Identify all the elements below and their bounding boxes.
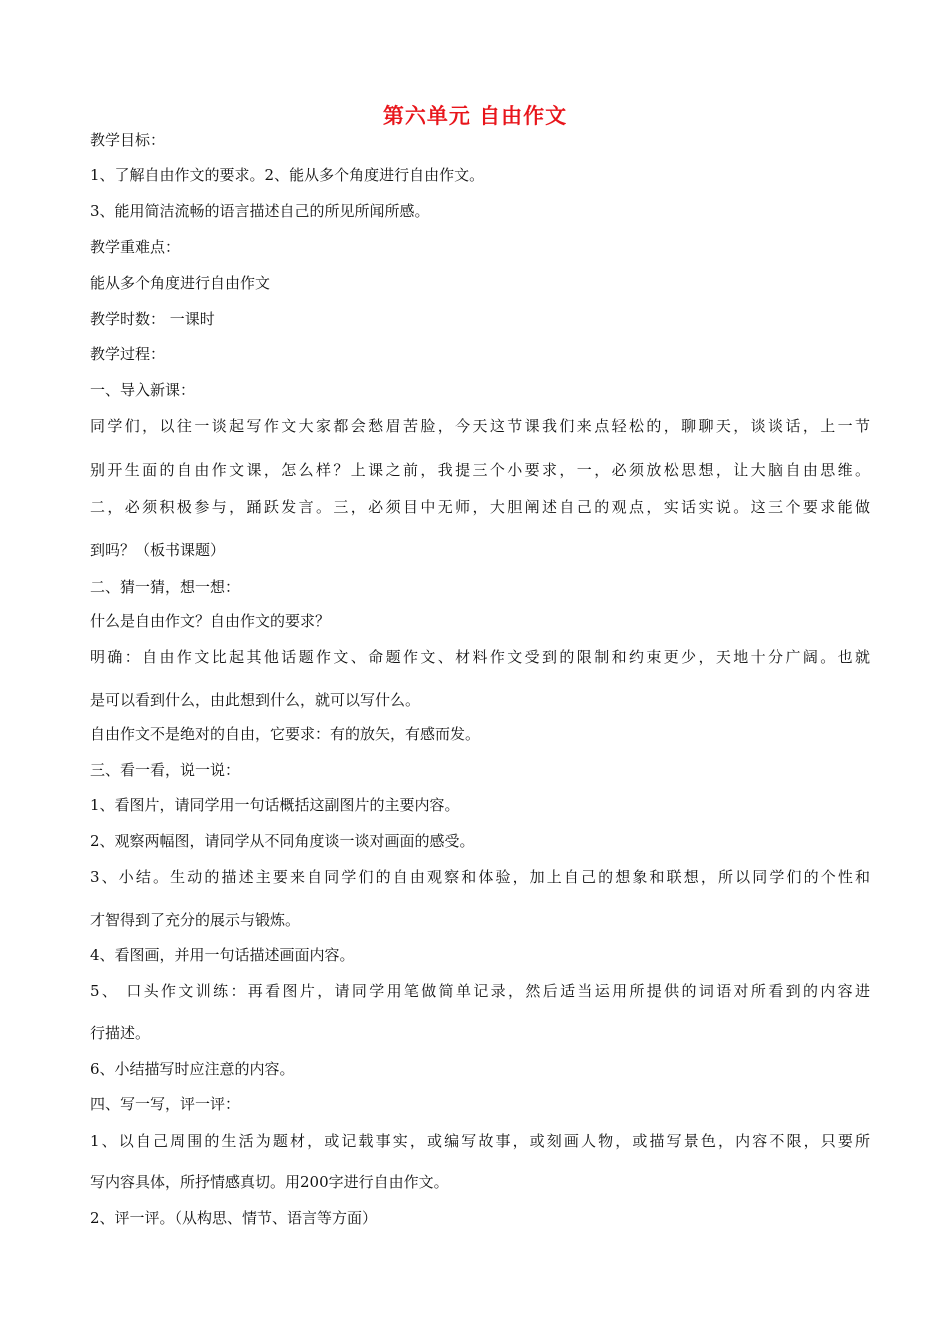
section-heading: 三、看一看，说一说： bbox=[90, 761, 241, 779]
paragraph-line: 什么是自由作文？自由作文的要求？ bbox=[90, 612, 331, 630]
list-item: 2、评一评。（从构思、情节、语言等方面） bbox=[90, 1209, 378, 1227]
goal-line: 1、了解自由作文的要求。2、能从多个角度进行自由作文。 bbox=[90, 166, 485, 184]
list-item: 4、看图画，并用一句话描述画面内容。 bbox=[90, 946, 355, 964]
paragraph-line: 明确：自由作文比起其他话题作文、命题作文、材料作文受到的限制和约束更少，天地十分广阔。也就 bbox=[90, 648, 870, 666]
teaching-hours-line: 教学时数： 一课时 bbox=[90, 310, 215, 328]
list-item: 2、观察两幅图，请同学从不同角度谈一谈对画面的感受。 bbox=[90, 832, 475, 850]
list-item: 1、以自己周围的生活为题材，或记载事实，或编写故事，或刻画人物，或描写景色，内容不限，只要所 bbox=[90, 1132, 870, 1150]
paragraph-line: 到吗？（板书课题） bbox=[90, 541, 226, 559]
heading-key-points: 教学重难点： bbox=[90, 238, 181, 256]
paragraph-line: 二，必须积极参与，踊跃发言。三，必须目中无师，大胆阐述自己的观点，实话实说。这三个要求能做 bbox=[90, 498, 870, 516]
list-item-continued: 才智得到了充分的展示与锻炼。 bbox=[90, 911, 301, 929]
section-heading: 二、猜一猜，想一想： bbox=[90, 578, 241, 596]
list-item: 3、小结。生动的描述主要来自同学们的自由观察和体验，加上自己的想象和联想，所以同学们的个性和 bbox=[90, 868, 870, 886]
heading-teaching-goals: 教学目标： bbox=[90, 131, 166, 149]
paragraph-line: 同学们，以往一谈起写作文大家都会愁眉苦脸，今天这节课我们来点轻松的，聊聊天，谈谈话，上一节 bbox=[90, 417, 870, 435]
document-title: 第六单元 自由作文 bbox=[382, 104, 568, 128]
list-item: 6、小结描写时应注意的内容。 bbox=[90, 1060, 295, 1078]
paragraph-line: 自由作文不是绝对的自由，它要求：有的放矢，有感而发。 bbox=[90, 725, 481, 743]
list-item: 5、 口头作文训练：再看图片，请同学用笔做简单记录，然后适当运用所提供的词语对所看到的内容进 bbox=[90, 982, 870, 1000]
list-item-continued: 写内容具体，所抒情感真切。用200字进行自由作文。 bbox=[90, 1173, 449, 1191]
section-heading: 一、导入新课： bbox=[90, 381, 196, 399]
goal-line: 3、能用简洁流畅的语言描述自己的所见所闻所感。 bbox=[90, 202, 430, 220]
section-heading: 四、写一写，评一评： bbox=[90, 1095, 241, 1113]
list-item: 1、看图片，请同学用一句话概括这副图片的主要内容。 bbox=[90, 796, 460, 814]
paragraph-line: 别开生面的自由作文课，怎么样？上课之前，我提三个小要求，一，必须放松思想，让大脑自由思维。 bbox=[90, 461, 870, 479]
key-point-line: 能从多个角度进行自由作文 bbox=[90, 274, 271, 292]
list-item-continued: 行描述。 bbox=[90, 1024, 151, 1042]
paragraph-line: 是可以看到什么，由此想到什么，就可以写什么。 bbox=[90, 691, 421, 709]
heading-teaching-process: 教学过程： bbox=[90, 345, 166, 363]
